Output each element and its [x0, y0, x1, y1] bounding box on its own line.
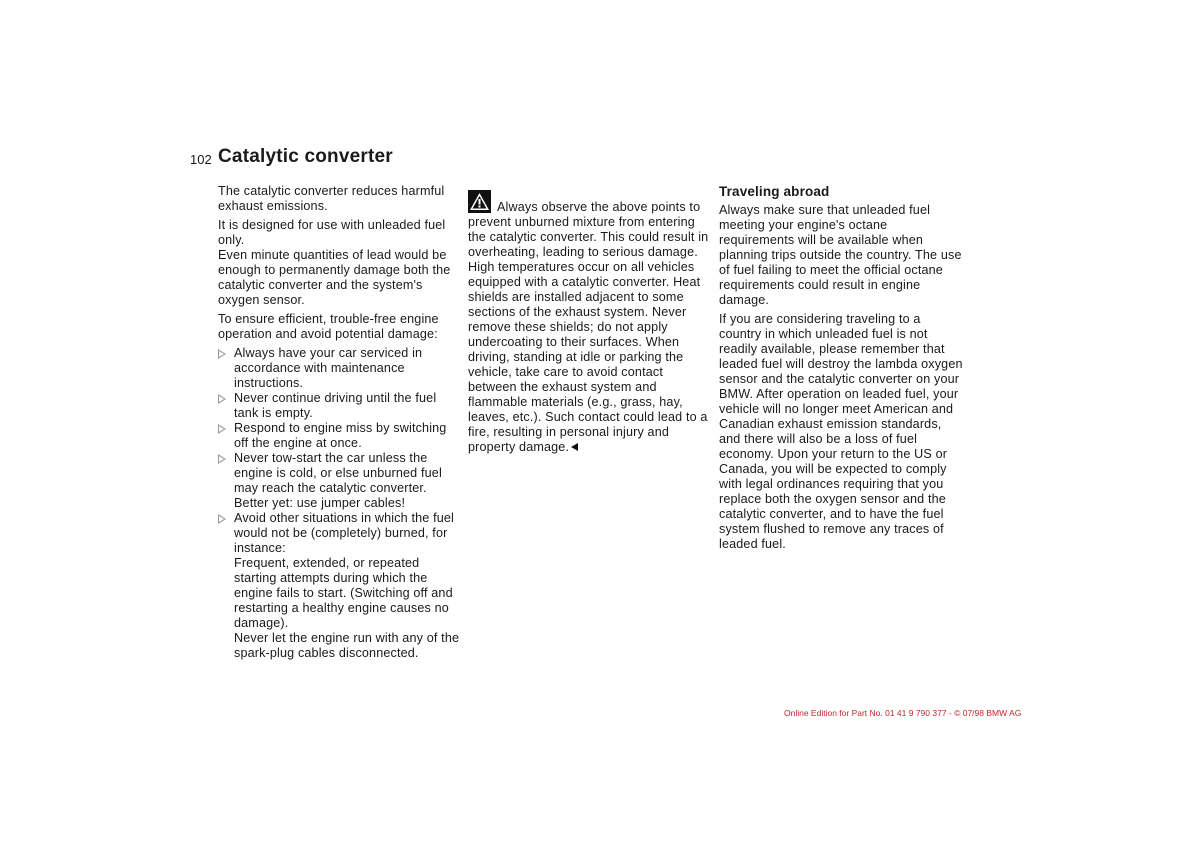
list-item: Avoid other situations in which the fuel would not be (completely) burned, for instance: Frequent, extended, or repeated starting attempts during which the engine fails to start. (Switching off and restarting a healthy engine causes no damage). Never let the engine run with any of the spark-plug cables disconnected. — [218, 511, 463, 661]
bullet-triangle-icon — [218, 424, 226, 434]
section-heading: Traveling abroad — [719, 184, 830, 199]
bullet-triangle-icon — [218, 514, 226, 524]
list-item: Always have your car serviced in accordance with maintenance instructions. — [218, 346, 463, 391]
column-middle — [468, 190, 713, 459]
end-of-section-icon — [571, 443, 578, 451]
list-item: Respond to engine miss by switching off the engine at once. — [218, 421, 463, 451]
intro-paragraph: The catalytic converter reduces harmful exhaust emissions. — [218, 184, 445, 213]
precautions-intro: To ensure efficient, trouble-free engine operation and avoid potential damage: — [218, 312, 439, 341]
bullet-triangle-icon — [218, 454, 226, 464]
footer-edition-note: Online Edition for Part No. 01 41 9 790 377 - © 07/98 BMW AG — [784, 708, 1022, 718]
heat-shield-paragraph: High temperatures occur on all vehicles equipped with a catalytic converter. Heat shields are installed adjacent to some sections of the exhaust system. Never remove these shields; do not apply undercoating to their surfaces. When driving, standing at idle or parking the vehicle, take care to avoid contact between the exhaust system and flammable materials (e.g., grass, hay, leaves, etc.). Such contact could lead to a fire, resulting in personal injury and property damage. — [468, 260, 708, 454]
list-item-detail: Never let the engine run with any of the spark-plug cables disconnected. — [234, 631, 460, 660]
list-item: Never tow-start the car unless the engine is cold, or else unburned fuel may reach the catalytic converter. Better yet: use jumper cables! — [218, 451, 463, 511]
list-item: Never continue driving until the fuel tank is empty. — [218, 391, 463, 421]
lead-damage-paragraph: Even minute quantities of lead would be enough to permanently damage both the catalytic converter and the system's oxygen sensor. — [218, 248, 451, 307]
precautions-list — [218, 346, 463, 661]
unleaded-paragraph: It is designed for use with unleaded fuel only. — [218, 218, 446, 247]
traveling-paragraph-1: Always make sure that unleaded fuel meeting your engine's octane requirements will be available when planning trips outside the country. The use of fuel failing to meet the official octane requirements could result in engine damage. — [719, 203, 962, 307]
bullet-triangle-icon — [218, 349, 226, 359]
bullet-triangle-icon — [218, 394, 226, 404]
page-number: 102 — [190, 152, 212, 167]
warning-triangle-icon — [468, 190, 491, 213]
warning-paragraph: Always observe the above points to prevent unburned mixture from entering the catalytic converter. This could result in overheating, leading to serious damage. — [468, 190, 713, 260]
list-item-detail: Frequent, extended, or repeated starting attempts during which the engine fails to start. (Switching off and restarting a healthy engine causes no damage). — [234, 556, 453, 630]
column-right — [719, 184, 964, 556]
column-left — [218, 184, 463, 661]
page-title: Catalytic converter — [218, 146, 393, 167]
traveling-paragraph-2: If you are considering traveling to a country in which unleaded fuel is not readily available, please remember that leaded fuel will destroy the lambda oxygen sensor and the catalytic converter on your BMW. After operation on leaded fuel, your vehicle will no longer meet American and Canadian exhaust emission standards, and there will also be a loss of fuel economy. Upon your return to the US or Canada, you will be expected to comply with legal ordinances requiring that you replace both the oxygen sensor and the catalytic converter, and to have the fuel system flushed to remove any traces of leaded fuel. — [719, 312, 963, 551]
